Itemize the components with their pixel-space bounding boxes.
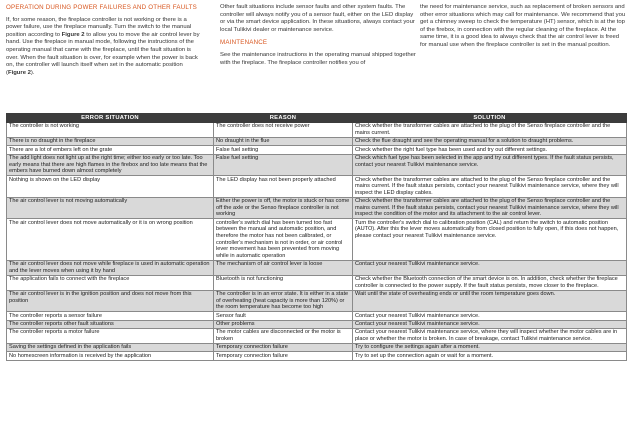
table-row [7,329,627,344]
error-cell: Saving the settings defined in the application fails [7,343,214,351]
table-header-row [7,114,627,123]
power-failure-heading: OPERATION DURING POWER FAILURES AND OTHER FAULTS [6,4,197,11]
reason-cell: The mechanism of air control lever is loose [214,260,353,275]
error-cell: There is no draught in the fireplace [7,137,214,145]
table-row [7,123,627,138]
error-cell: There are a lot of embers left on the grate [7,146,214,154]
reason-cell: Bluetooth is not functioning [214,275,353,290]
solution-cell: Check whether the transformer cables are attached to the plug of the Senso fireplace controller and the mains current. [353,123,627,138]
solution-cell: Contact your nearest Tulikivi maintenance service. [353,260,627,275]
power-failure-column [6,4,203,79]
figure-reference: Figure 2 [7,69,31,76]
table-row [7,176,627,198]
error-cell: The add light does not light up at the right time; either too early or too late. Too early means that there are high flames in the firebox and too late means that the embers have burned down almost completely [7,154,214,176]
reason-cell: Temporary connection failure [214,343,353,351]
table-row [7,137,627,145]
solution-cell: Wait until the state of overheating ends or until the room temperature goes down. [353,290,627,312]
table-row [7,312,627,320]
table-row [7,275,627,290]
table-row [7,197,627,219]
error-cell: The controller reports a sensor failure [7,312,214,320]
reason-cell: The controller does not receive power [214,123,353,138]
solution-cell: Contact your nearest Tulikivi maintenance service. [353,320,627,328]
reason-cell: The motor cables are disconnected or the motor is broken [214,329,353,344]
table-row [7,290,627,312]
header-reason: REASON [214,114,353,123]
reason-cell: False fuel setting [214,154,353,176]
error-cell: The controller reports a motor failure [7,329,214,344]
reason-cell: False fuel setting [214,146,353,154]
maintenance-paragraph: See the maintenance instructions in the operating manual shipped together with the fireplace. The fireplace controller notifies you of [220,51,416,66]
reason-cell: Temporary connection failure [214,352,353,360]
reason-cell: Other problems [214,320,353,328]
error-cell: The air control lever is in the ignition position and does not move from this position [7,290,214,312]
error-cell: The air control lever is not moving automatically [7,197,214,219]
reason-cell: The controller is in an error state. It is either in a state of overheating (heat capacity is more than 120%) or the room temperature has become too high [214,290,353,312]
error-cell: Nothing is shown on the LED display [7,176,214,198]
error-cell: The controller is not working [7,123,214,138]
table-row [7,260,627,275]
fault-table [6,113,627,361]
solution-cell: Check whether the transformer cables are attached to the plug of the Senso fireplace controller and the mains current. If the fault status persists, contact your nearest Tulikivi maintenance service, where they will inspect the LED display cables. [353,176,627,198]
other-faults-column [220,4,416,69]
error-cell: The air control lever does not move while fireplace is used in automatic operation and the lever moves when using it by hand [7,260,214,275]
reason-cell: Sensor fault [214,312,353,320]
other-faults-paragraph: Other fault situations include sensor faults and other system faults. The controller will always notify you of a sensor fault, either on the LED display or via the smart device application. In these situations, always contact your local Tulikivi dealer or maintenance service. [220,4,415,33]
table-row [7,154,627,176]
error-cell: No homescreen information is received by the application [7,352,214,360]
header-solution: SOLUTION [353,114,627,123]
reason-cell: No draught in the flue [214,137,353,145]
reason-cell: The LED display has not been properly attached [214,176,353,198]
solution-cell: Check the flue draught and see the operating manual for a solution to draught problems. [353,137,627,145]
maintenance-continued-column [420,4,626,52]
power-failure-paragraph: If, for some reason, the fireplace controller is not working or there is a power failure, use the fireplace manually. Turn the switch to the manual position according to Figure 2 to allow you to move the air control lever by hand. Use the fireplace in manual mode, following the instructions of the operating manual that came with the fireplace, until the fault situation is over. When the fault situation is over, for example when the power is back on, the controller will launch itself when set in the automatic position (Figure 2). [6,16,200,76]
error-cell: The controller reports other fault situations [7,320,214,328]
reason-cell: controller's switch dial has been turned too fast between the manual and automatic position, and therefore the motor has not been calibrated, or controller's mechanism is not in order, or air control lever movement has been prevented from moving while in automatic operation [214,219,353,260]
intro-section [6,4,626,114]
table-row [7,219,627,260]
solution-cell: Check whether the transformer cables are attached to the plug of the Senso fireplace controller and the mains current. If the fault status persists, contact your nearest Tulikivi maintenance service, where they will inspect the condition of the motor and its attachment to the air control lever. [353,197,627,219]
solution-cell: Try to set up the connection again or wait for a moment. [353,352,627,360]
solution-cell: Contact your nearest Tulikivi maintenance service. [353,312,627,320]
maintenance-continued-paragraph: the need for maintenance service, such as replacement of broken sensors and other error situations which may call for maintenance. We recommend that you get a chimney sweep to check the temperature (HT) sensor, which is at the top of the firebox, in connection with the regular cleaning of the fireplace. At the same time, it is a good idea to always check that the air control lever is freed for manual use when the fireplace controller is set in the manual position. [420,4,626,48]
reason-cell: Either the power is off, the motor is stuck or has come off the axle or the Senso fireplace controller is not working [214,197,353,219]
solution-cell: Try to configure the settings again after a moment. [353,343,627,351]
solution-cell: Check whether the Bluetooth connection of the smart device is on. In addition, check whether the fireplace controller is connected to the power supply. If the fault status persists, move closer to the fireplace. [353,275,627,290]
table-row [7,352,627,360]
table-row [7,320,627,328]
fault-table-body [7,123,627,361]
solution-cell: Turn the controller's switch dial to calibration position (CAL) and return the switch to automatic position (AUTO). After this the lever moves automatically from closed position to fully open, if this does not happen, please contact your nearest Tulikivi maintenance service. [353,219,627,260]
solution-cell: Check whether the right fuel type has been used and try out different settings. [353,146,627,154]
header-error-situation: ERROR SITUATION [7,114,214,123]
figure-reference: Figure 2 [61,31,85,38]
table-row [7,146,627,154]
solution-cell: Check which fuel type has been selected in the app and try out different types. If the fault status persists, contact your nearest Tulikivi maintenance service. [353,154,627,176]
error-cell: The air control lever does not move automatically or it is on wrong position [7,219,214,260]
solution-cell: Contact your nearest Tulikivi maintenance service, where they will inspect whether the motor cables are in place or whether the motor is broken. In case of breakage, contact Tulikivi maintenance service. [353,329,627,344]
table-row [7,343,627,351]
maintenance-heading: MAINTENANCE [220,39,268,47]
error-cell: The application fails to connect with the fireplace [7,275,214,290]
